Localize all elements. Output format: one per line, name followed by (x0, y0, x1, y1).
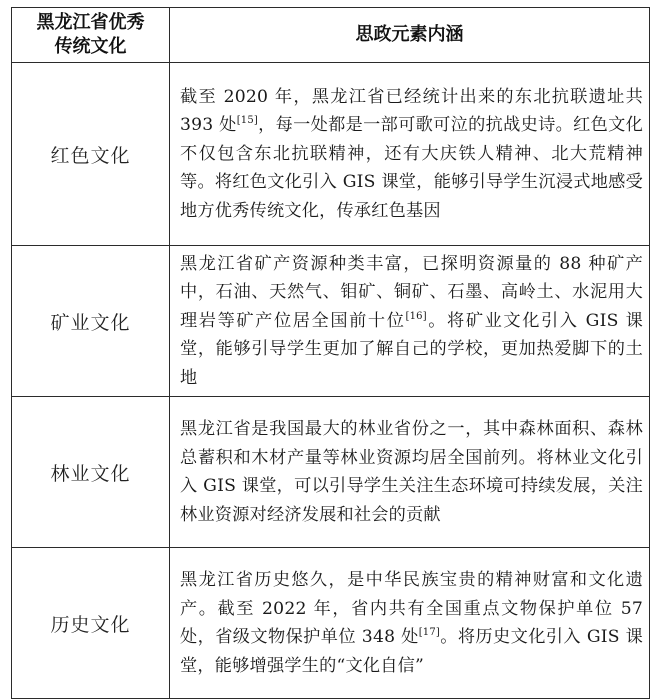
row-content-text-cont: 。将矿业文化引入 GIS 课堂，能够引导学生更加了解自己的学校，更加热爱脚下的土地 (180, 310, 643, 388)
row-content-text-cont: 。将历史文化引入 GIS 课堂，能够增强学生的“文化自信” (180, 627, 643, 676)
culture-table (11, 7, 650, 699)
citation-ref: [17] (418, 627, 441, 638)
row-name: 矿业文化 (12, 246, 170, 397)
table-row (12, 548, 650, 699)
row-content-text: 黑龙江省矿产资源种类丰富，已探明资源量的 88 种矿产中，石油、天然气、钼矿、铜矿、石墨、高岭土、水泥用大理岩等矿产位居全国前十位 (180, 253, 643, 331)
table-row (12, 63, 650, 246)
row-name: 林业文化 (12, 397, 170, 548)
table-header-row (12, 8, 650, 63)
row-content-text: 黑龙江省是我国最大的林业省份之一，其中森林面积、森林总蓄积和木材产量等林业资源均居全国前列。将林业文化引入 GIS 课堂，可以引导学生关注生态环境可持续发展，关注林业资源对经济发展和社会的贡献 (180, 419, 643, 525)
citation-ref: [15] (236, 115, 259, 127)
header-culture (12, 8, 170, 63)
row-name: 红色文化 (12, 63, 170, 246)
header-culture-line1: 黑龙江省优秀 (36, 12, 145, 33)
row-content (170, 246, 650, 397)
citation-ref: [16] (405, 310, 427, 322)
row-content (170, 397, 650, 548)
table-row (12, 246, 650, 397)
table-row (12, 397, 650, 548)
row-content (170, 548, 650, 699)
header-ideology: 思政元素内涵 (170, 8, 650, 63)
row-content-text: 黑龙江省历史悠久，是中华民族宝贵的精神财富和文化遗产。截至 2022 年，省内共有全国重点文物保护单位 57 处，省级文物保护单位 348 处 (180, 570, 643, 647)
culture-table-container (11, 7, 649, 676)
row-content (170, 63, 650, 246)
row-content-text: 截至 2020 年，黑龙江省已经统计出来的东北抗联遗址共 393 处 (180, 86, 643, 136)
header-culture-line2: 传统文化 (54, 36, 127, 57)
row-name: 历史文化 (12, 548, 170, 699)
row-content-text-cont: ，每一处都是一部可歌可泣的抗战史诗。红色文化不仅包含东北抗联精神，还有大庆铁人精神、北大荒精神等。将红色文化引入 GIS 课堂，能够引导学生沉浸式地感受地方优秀传统文化，传承红色基因 (180, 115, 643, 221)
